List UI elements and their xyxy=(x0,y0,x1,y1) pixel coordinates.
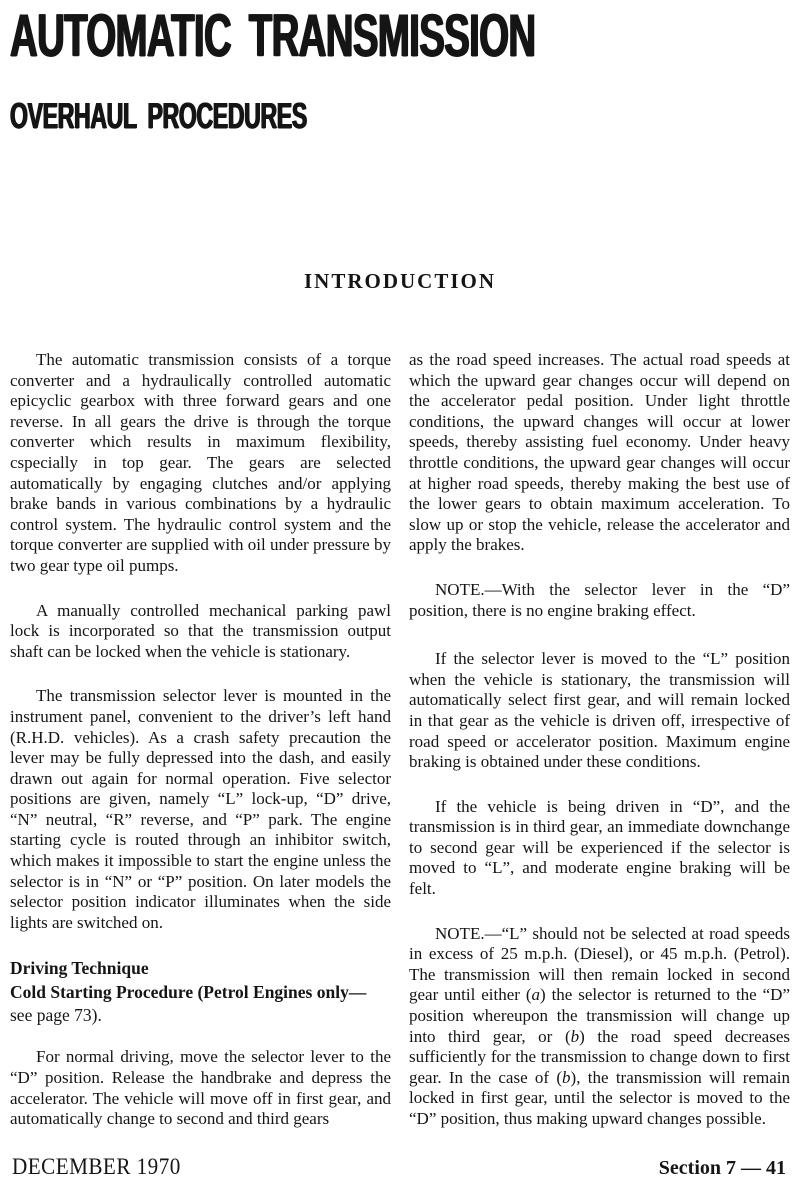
heading-cold-starting-bold: Cold Starting Procedure (Petrol Engines only— xyxy=(10,982,367,1003)
paragraph-parking-pawl: A manually controlled mechanical parking pawl lock is incorporated so that the transmission output shaft can be locked when the vehicle is stationary. xyxy=(10,600,391,661)
note2-var-b1: b xyxy=(570,1026,580,1046)
page-title: AUTOMATIC TRANSMISSION xyxy=(10,2,536,69)
footer-section-page-number: Section 7 — 41 xyxy=(658,1157,786,1179)
section-heading-introduction: INTRODUCTION xyxy=(303,269,497,293)
page-header xyxy=(0,0,800,134)
note2-text-4: ), the transmission will remain locked in first gear, until the selector is moved to the “D” position, thus making upward changes possible. xyxy=(409,1067,790,1128)
page-subtitle: OVERHAUL PROCEDURES xyxy=(10,95,307,136)
right-column xyxy=(409,350,790,1130)
heading-driving-technique: Driving Technique xyxy=(10,958,149,979)
paragraph-road-speed-continuation: as the road speed increases. The actual road speeds at which the upward gear changes occur will depend on the accelerator pedal position. Under light throttle conditions, the upward changes will occur at lower speeds, thereby assisting fuel economy. Under heavy throttle conditions, the upward gear changes will occur at higher road speeds, thereby making the best use of the lower gears to obtain maximum acceleration. To slow up or stop the vehicle, release the accelerator and apply the brakes. xyxy=(409,350,790,555)
note2-text-2: ) the selector is returned to the “D” position whereupon the transmission will change up into third gear, or ( xyxy=(409,985,791,1046)
note2-var-a: a xyxy=(531,985,541,1005)
paragraph-selector-lever: The transmission selector lever is mounted in the instrument panel, convenient to the driver’s left hand (R.H.D. vehicles). As a crash safety precaution the lever may be fully depressed into the dash, and easily drawn out again for normal operation. Five selector positions are given, namely “L” lock-up, “D” drive, “N” neutral, “R” reverse, and “P” park. The engine starting cycle is routed through an inhibitor switch, which makes it impossible to start the engine unless the selector is in “N” or “P” position. On later models the selector position indicator illuminates when the side lights are switched on. xyxy=(10,686,391,932)
note2-text-3: ) the road speed decreases sufficiently for the transmission to change down to first gear. In the case of ( xyxy=(409,1026,791,1087)
paragraph-l-position: If the selector lever is moved to the “L” position when the vehicle is stationary, the transmission will automatically select first gear, and will remain locked in that gear as the vehicle is driven off, irrespective of road speed or accelerator position. Maximum engine braking is obtained under these conditions. xyxy=(409,649,790,772)
left-column xyxy=(10,350,391,1130)
heading-cold-starting-tail: see page 73). xyxy=(10,1005,102,1026)
note-l-speed-limits xyxy=(409,924,790,1130)
heading-cold-starting-procedure xyxy=(10,981,391,1027)
paragraph-transmission-overview: The automatic transmission consists of a torque converter and a hydraulically controlled automatic epicyclic gearbox with three forward gears and one reverse. In all gears the drive is through the torque converter which results in maximum flexibility, cspecially in top gear. The gears are selected automatically by engaging clutches and/or applying brake bands in various combinations by a hydraulic control system. The hydraulic control system and the torque converter are supplied with oil under pressure by two gear type oil pumps. xyxy=(10,350,391,575)
note2-text-1: NOTE.—“L” should not be selected at road speeds in excess of 25 m.p.h. (Diesel), or 45 m.p.h. (Petrol). The transmission will then remain locked in second gear until either ( xyxy=(409,923,790,1005)
page-footer xyxy=(12,1154,786,1180)
two-column-text-block xyxy=(0,350,800,1130)
note2-var-b2: b xyxy=(562,1067,571,1087)
paragraph-normal-driving: For normal driving, move the selector lever to the “D” position. Release the handbrake and depress the accelerator. The vehicle will move off in first gear, and automatically change to second and third gears xyxy=(10,1047,391,1129)
footer-date: DECEMBER 1970 xyxy=(12,1154,181,1179)
paragraph-downchange: If the vehicle is being driven in “D”, and the transmission is in third gear, an immediate downchange to second gear will be experienced if the selector is moved to “L”, and moderate engine braking will be felt. xyxy=(409,796,790,899)
note-no-engine-braking: NOTE.—With the selector lever in the “D” position, there is no engine braking effect. xyxy=(409,579,790,620)
